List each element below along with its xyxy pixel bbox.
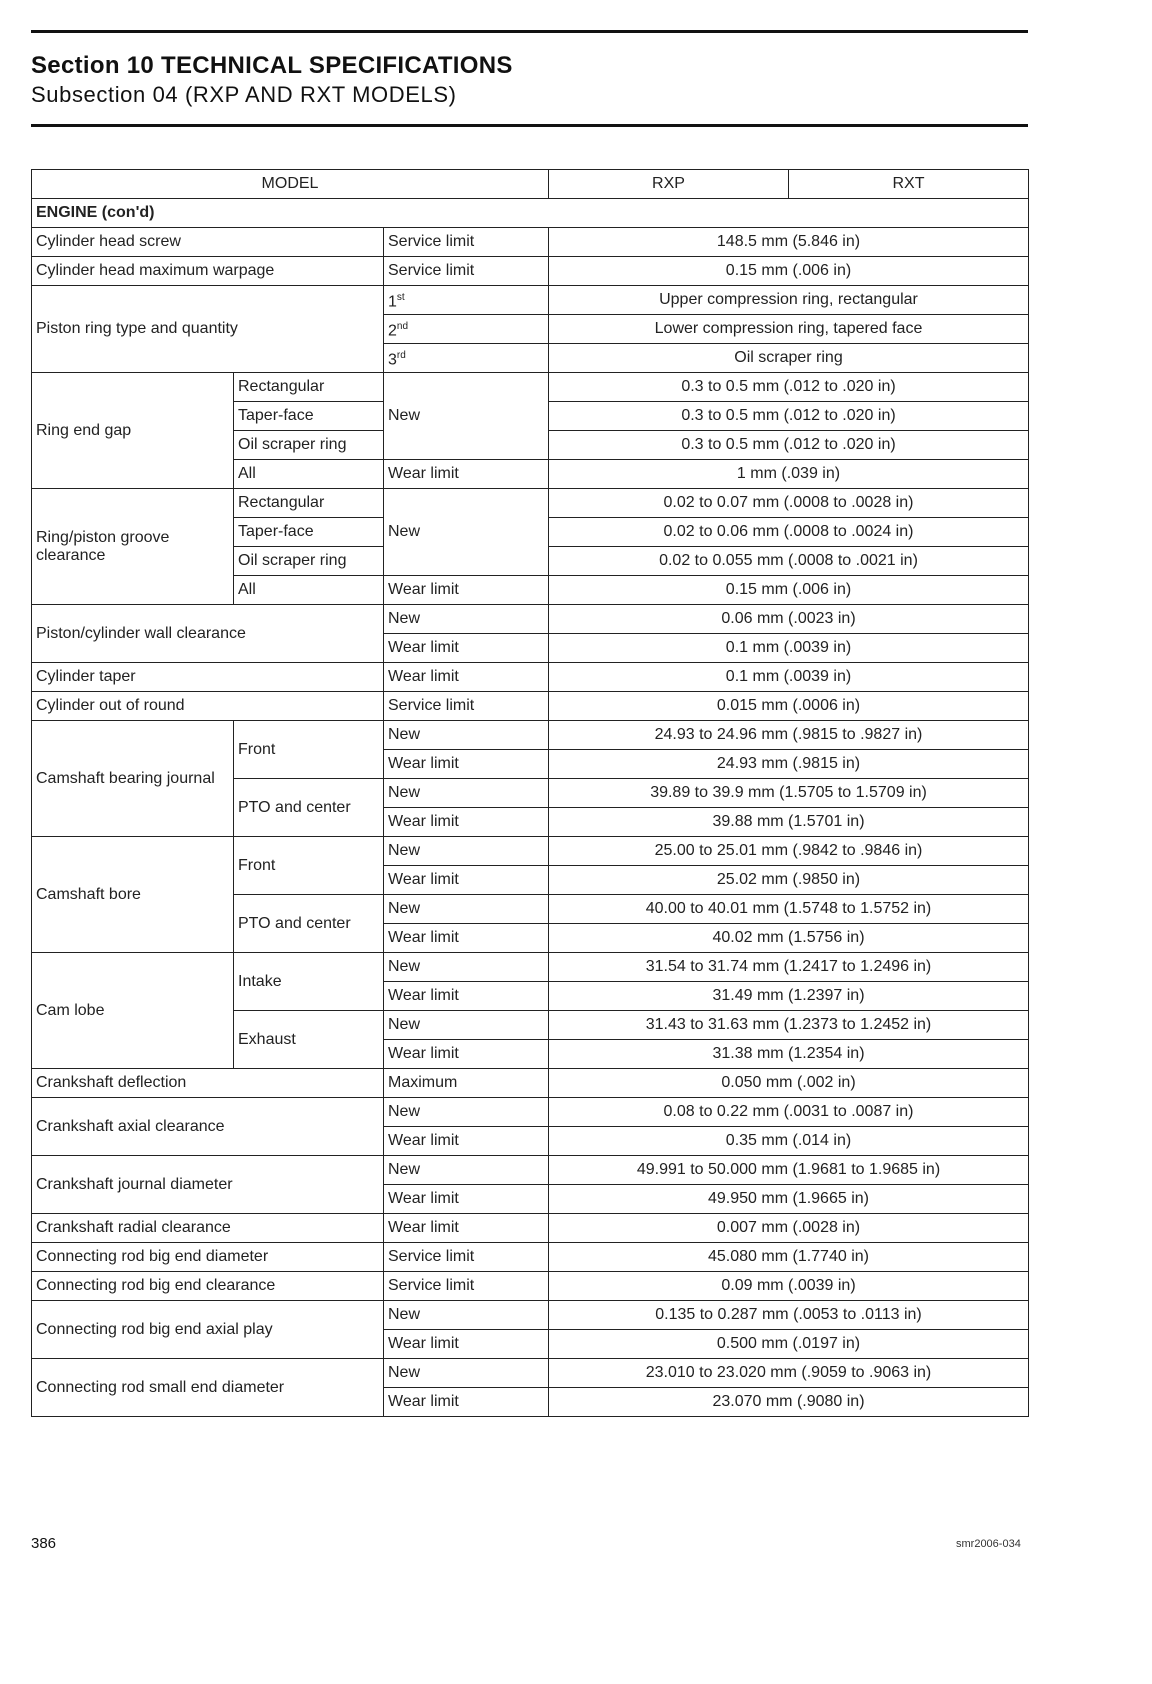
table-row [32,837,1029,866]
spec-value: 0.15 mm (.006 in) [549,576,1029,605]
spec-value: 40.00 to 40.01 mm (1.5748 to 1.5752 in) [549,895,1029,924]
spec-condition: New [384,837,549,866]
spec-condition: New [384,895,549,924]
col-header-rxt: RXT [789,170,1029,199]
table-row [32,489,1029,518]
spec-value: 0.3 to 0.5 mm (.012 to .020 in) [549,373,1029,402]
spec-value: 23.010 to 23.020 mm (.9059 to .9063 in) [549,1359,1029,1388]
spec-label: Connecting rod small end diameter [32,1359,384,1417]
spec-value: 0.500 mm (.0197 in) [549,1330,1029,1359]
spec-condition: Wear limit [384,1127,549,1156]
spec-label: Cylinder head maximum warpage [32,257,384,286]
spec-value: Upper compression ring, rectangular [549,286,1029,315]
spec-condition: New [384,373,549,460]
spec-value: 0.15 mm (.006 in) [549,257,1029,286]
spec-value: 0.050 mm (.002 in) [549,1069,1029,1098]
table-row [32,1301,1029,1330]
spec-condition: Service limit [384,228,549,257]
spec-condition: Wear limit [384,460,549,489]
spec-condition: Wear limit [384,1330,549,1359]
spec-label: Crankshaft journal diameter [32,1156,384,1214]
ring-ordinal: 1st [384,286,549,315]
spec-label: Crankshaft radial clearance [32,1214,384,1243]
spec-value: 0.015 mm (.0006 in) [549,692,1029,721]
header-rule [31,124,1028,127]
spec-sublabel: Rectangular [234,373,384,402]
spec-value: 0.02 to 0.07 mm (.0008 to .0028 in) [549,489,1029,518]
col-header-rxp: RXP [549,170,789,199]
spec-value: 0.135 to 0.287 mm (.0053 to .0113 in) [549,1301,1029,1330]
spec-value: 40.02 mm (1.5756 in) [549,924,1029,953]
spec-sublabel: Exhaust [234,1011,384,1069]
table-row [32,373,1029,402]
ring-ordinal: 2nd [384,315,549,344]
table-row [32,1069,1029,1098]
spec-value: 49.991 to 50.000 mm (1.9681 to 1.9685 in) [549,1156,1029,1185]
spec-value: 31.49 mm (1.2397 in) [549,982,1029,1011]
spec-condition: New [384,953,549,982]
spec-condition: Wear limit [384,808,549,837]
spec-condition: New [384,1156,549,1185]
spec-label: Cylinder head screw [32,228,384,257]
spec-condition: Wear limit [384,634,549,663]
spec-value: 0.06 mm (.0023 in) [549,605,1029,634]
section-label: ENGINE (con'd) [32,199,1029,228]
spec-label: Connecting rod big end clearance [32,1272,384,1301]
spec-value: 0.35 mm (.014 in) [549,1127,1029,1156]
spec-value: 0.1 mm (.0039 in) [549,663,1029,692]
table-row [32,286,1029,315]
spec-condition: New [384,1359,549,1388]
spec-label: Connecting rod big end diameter [32,1243,384,1272]
spec-condition: Wear limit [384,924,549,953]
spec-label: Cylinder taper [32,663,384,692]
spec-value: 25.02 mm (.9850 in) [549,866,1029,895]
spec-sublabel: All [234,460,384,489]
spec-value: Lower compression ring, tapered face [549,315,1029,344]
table-row [32,1359,1029,1388]
spec-value: 0.3 to 0.5 mm (.012 to .020 in) [549,431,1029,460]
spec-value: 31.43 to 31.63 mm (1.2373 to 1.2452 in) [549,1011,1029,1040]
spec-label: Ring/piston groove clearance [32,489,234,605]
spec-condition: Service limit [384,692,549,721]
spec-value: 0.09 mm (.0039 in) [549,1272,1029,1301]
spec-sublabel: PTO and center [234,779,384,837]
spec-label: Crankshaft deflection [32,1069,384,1098]
spec-value: 31.54 to 31.74 mm (1.2417 to 1.2496 in) [549,953,1029,982]
spec-label: Cylinder out of round [32,692,384,721]
table-row [32,605,1029,634]
spec-condition: Wear limit [384,1388,549,1417]
spec-condition: Service limit [384,1243,549,1272]
table-row [32,1156,1029,1185]
spec-sublabel: Oil scraper ring [234,431,384,460]
spec-condition: Service limit [384,257,549,286]
spec-sublabel: Rectangular [234,489,384,518]
spec-value: 0.02 to 0.055 mm (.0008 to .0021 in) [549,547,1029,576]
spec-condition: Wear limit [384,866,549,895]
spec-sublabel: All [234,576,384,605]
spec-value: 0.007 mm (.0028 in) [549,1214,1029,1243]
spec-value: 24.93 to 24.96 mm (.9815 to .9827 in) [549,721,1029,750]
spec-value: 39.88 mm (1.5701 in) [549,808,1029,837]
spec-sublabel: Front [234,721,384,779]
spec-value: 0.3 to 0.5 mm (.012 to .020 in) [549,402,1029,431]
spec-condition: New [384,721,549,750]
ring-ordinal: 3rd [384,344,549,373]
spec-label: Piston/cylinder wall clearance [32,605,384,663]
spec-condition: Wear limit [384,982,549,1011]
table-row [32,663,1029,692]
spec-condition: New [384,1098,549,1127]
spec-value: 25.00 to 25.01 mm (.9842 to .9846 in) [549,837,1029,866]
spec-value: 0.08 to 0.22 mm (.0031 to .0087 in) [549,1098,1029,1127]
spec-label: Camshaft bore [32,837,234,953]
spec-condition: Wear limit [384,1214,549,1243]
spec-condition: New [384,605,549,634]
spec-value: 24.93 mm (.9815 in) [549,750,1029,779]
spec-condition: Wear limit [384,1185,549,1214]
table-row [32,1272,1029,1301]
section-row [32,199,1029,228]
table-row [32,692,1029,721]
spec-value: 148.5 mm (5.846 in) [549,228,1029,257]
top-rule [31,30,1028,33]
spec-value: 31.38 mm (1.2354 in) [549,1040,1029,1069]
spec-label: Crankshaft axial clearance [32,1098,384,1156]
spec-value: 23.070 mm (.9080 in) [549,1388,1029,1417]
table-row [32,1214,1029,1243]
spec-sublabel: PTO and center [234,895,384,953]
spec-label: Ring end gap [32,373,234,489]
spec-sublabel: Taper-face [234,518,384,547]
spec-condition: Service limit [384,1272,549,1301]
spec-condition: Wear limit [384,750,549,779]
spec-value: 0.02 to 0.06 mm (.0008 to .0024 in) [549,518,1029,547]
spec-condition: New [384,1011,549,1040]
spec-label: Cam lobe [32,953,234,1069]
table-row [32,721,1029,750]
spec-sublabel: Front [234,837,384,895]
spec-label: Connecting rod big end axial play [32,1301,384,1359]
spec-value: 49.950 mm (1.9665 in) [549,1185,1029,1214]
table-row [32,1098,1029,1127]
spec-value: 45.080 mm (1.7740 in) [549,1243,1029,1272]
spec-condition: New [384,1301,549,1330]
spec-label: Piston ring type and quantity [32,286,384,373]
spec-value: 39.89 to 39.9 mm (1.5705 to 1.5709 in) [549,779,1029,808]
spec-label: Camshaft bearing journal [32,721,234,837]
table-header-row [32,170,1029,199]
subsection-title: Subsection 04 (RXP AND RXT MODELS) [31,82,457,107]
spec-value: Oil scraper ring [549,344,1029,373]
spec-table [31,169,1029,1417]
spec-condition: Wear limit [384,576,549,605]
section-title: Section 10 TECHNICAL SPECIFICATIONS [31,52,513,79]
spec-sublabel: Oil scraper ring [234,547,384,576]
spec-condition: Wear limit [384,663,549,692]
document-code: smr2006-034 [956,1538,1021,1550]
spec-condition: New [384,489,549,576]
table-row [32,228,1029,257]
spec-condition: Wear limit [384,1040,549,1069]
table-row [32,257,1029,286]
spec-value: 1 mm (.039 in) [549,460,1029,489]
spec-sublabel: Intake [234,953,384,1011]
spec-condition: Maximum [384,1069,549,1098]
table-row [32,953,1029,982]
col-header-model: MODEL [32,170,549,199]
spec-condition: New [384,779,549,808]
page-number: 386 [31,1535,57,1552]
table-row [32,1243,1029,1272]
spec-value: 0.1 mm (.0039 in) [549,634,1029,663]
spec-sublabel: Taper-face [234,402,384,431]
